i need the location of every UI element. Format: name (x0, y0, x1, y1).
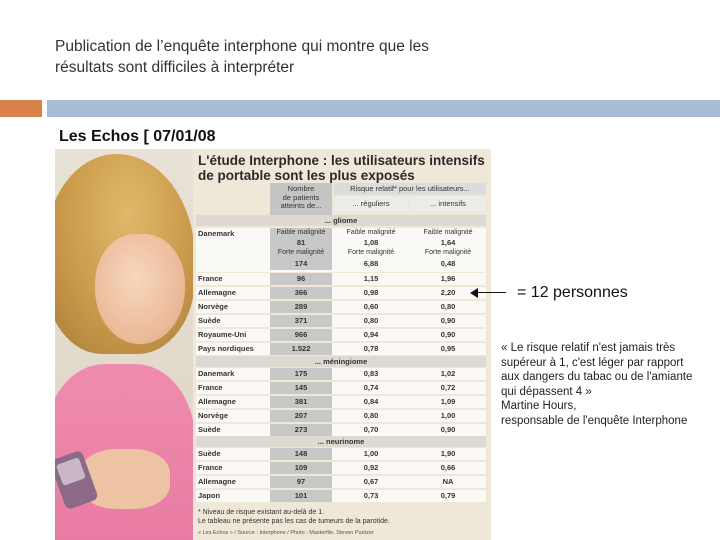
accent-band-left (0, 100, 42, 117)
slide-title-line-2: résultats sont difficiles à interpréter (55, 59, 295, 76)
neurinome-regular-risk: 0,67 (363, 477, 379, 486)
article-heading-line-2: de portable sont les plus exposés (198, 168, 415, 183)
meningiome-intensive-risk: 0,90 (440, 425, 456, 434)
meningiome-patients: 273 (270, 424, 332, 436)
denmark-high-patients: 174 (270, 258, 332, 270)
newspaper-clipping (55, 149, 491, 540)
denmark-high-label-regular: Forte malignité (347, 249, 395, 256)
neurinome-regular-risk: 0,92 (363, 463, 379, 472)
denmark-high-regular: 6,88 (363, 259, 379, 268)
gliome-regular-risk: 0,98 (363, 288, 379, 297)
meningiome-country: Suède (198, 425, 221, 434)
gliome-country: Suède (198, 316, 221, 325)
neurinome-intensive-risk: 1,90 (440, 449, 456, 458)
meningiome-country: France (198, 383, 223, 392)
meningiome-country: Danemark (198, 369, 235, 378)
meningiome-intensive-risk: 1,00 (440, 411, 456, 420)
neurinome-patients: 101 (270, 490, 332, 502)
gliome-country: Pays nordiques (198, 344, 254, 353)
gliome-regular-risk: 0,94 (363, 330, 379, 339)
gliome-intensive-risk: 0,90 (440, 330, 456, 339)
header-patients: Nombre de patients atteints de... (270, 183, 332, 217)
neurinome-regular-risk: 0,73 (363, 491, 379, 500)
meningiome-regular-risk: 0,70 (363, 425, 379, 434)
meningiome-patients: 381 (270, 396, 332, 408)
denmark-low-label-regular: Faible malignité (346, 229, 396, 236)
neurinome-intensive-risk: NA (442, 477, 454, 486)
meningiome-patients: 207 (270, 410, 332, 422)
neurinome-country: Japon (198, 491, 221, 500)
meningiome-intensive-risk: 1,09 (440, 397, 456, 406)
neurinome-country: France (198, 463, 223, 472)
gliome-patients: 289 (270, 301, 332, 313)
gliome-intensive-risk: 0,80 (440, 302, 456, 311)
denmark-low-patients: 81 (270, 238, 332, 248)
meningiome-regular-risk: 0,74 (363, 383, 379, 392)
neurinome-intensive-risk: 0,66 (440, 463, 456, 472)
meningiome-regular-risk: 0,84 (363, 397, 379, 406)
gliome-patients: 1.522 (270, 343, 332, 355)
denmark-low-intensive: 1,64 (440, 238, 456, 247)
gliome-patients: 366 (270, 287, 332, 299)
arrow-left-icon (470, 288, 478, 298)
section-meningiome: ... méningiome (196, 356, 486, 367)
denmark-low-label-patients: Faible malignité (270, 228, 332, 238)
meningiome-country: Norvège (198, 411, 229, 420)
neurinome-patients: 148 (270, 448, 332, 460)
neurinome-intensive-risk: 0,79 (440, 491, 456, 500)
meningiome-regular-risk: 0,80 (363, 411, 379, 420)
denmark-high-label-patients: Forte malignité (270, 248, 332, 258)
neurinome-country: Suède (198, 449, 221, 458)
gliome-country: Royaume-Uni (198, 330, 247, 339)
gliome-regular-risk: 0,78 (363, 344, 379, 353)
photo-face (95, 234, 185, 344)
meningiome-patients: 175 (270, 368, 332, 380)
accent-band-right (47, 100, 720, 117)
gliome-regular-risk: 1,15 (363, 274, 379, 283)
meningiome-patients: 145 (270, 382, 332, 394)
header-regular-users: ... réguliers (334, 197, 408, 211)
meningiome-intensive-risk: 0,72 (440, 383, 456, 392)
header-relative-risk: Risque relatif* pour les utilisateurs... (334, 183, 486, 195)
denmark-high-intensive: 0,48 (440, 259, 456, 268)
photo-credit: « Les Echos » / Source : Interphone / Photo : Masterfile, Steven Puetzer (198, 530, 374, 536)
section-gliome: ... gliome (196, 215, 486, 226)
country-denmark: Danemark (198, 229, 235, 238)
section-neurinome: ... neurinome (196, 436, 486, 447)
expert-quote: « Le risque relatif n'est jamais très supéreur à 1, c'est léger par rapport aux dangers du tabac ou de l'amiante qui dépassent 4 » Martine Hours, responsable de l'enquête Interphone (501, 342, 693, 427)
gliome-regular-risk: 0,60 (363, 302, 379, 311)
source-caption: Les Echos [ 07/01/08 (59, 128, 216, 145)
article-heading (198, 153, 488, 183)
meningiome-regular-risk: 0,83 (363, 369, 379, 378)
neurinome-regular-risk: 1,00 (363, 449, 379, 458)
denmark-high-label-intensive: Forte malignité (424, 249, 472, 256)
gliome-country: France (198, 274, 223, 283)
meningiome-country: Allemagne (198, 397, 236, 406)
annotation-twelve-persons: = 12 personnes (517, 284, 628, 301)
meningiome-intensive-risk: 1,02 (440, 369, 456, 378)
slide-title (55, 36, 575, 78)
gliome-patients: 371 (270, 315, 332, 327)
neurinome-patients: 109 (270, 462, 332, 474)
neurinome-country: Allemagne (198, 477, 236, 486)
gliome-country: Allemagne (198, 288, 236, 297)
slide-title-line-1: Publication de l’enquête interphone qui montre que les (55, 38, 429, 55)
gliome-intensive-risk: 1,96 (440, 274, 456, 283)
gliome-intensive-risk: 2,20 (440, 288, 456, 297)
denmark-low-regular: 1,08 (363, 238, 379, 247)
gliome-patients: 96 (270, 273, 332, 285)
denmark-low-label-intensive: Faible malignité (423, 229, 473, 236)
article-heading-line-1: L'étude Interphone : les utilisateurs intensifs (198, 153, 485, 168)
neurinome-patients: 97 (270, 476, 332, 488)
gliome-intensive-risk: 0,90 (440, 316, 456, 325)
gliome-intensive-risk: 0,95 (440, 344, 456, 353)
gliome-patients: 966 (270, 329, 332, 341)
header-intensive-users: ... intensifs (410, 197, 486, 211)
table-footnote: * Niveau de risque existant au-delà de 1. Le tableau ne présente pas les cas de tumeurs de la parotide. (198, 509, 390, 525)
gliome-regular-risk: 0,80 (363, 316, 379, 325)
arrow-line (476, 292, 506, 293)
gliome-country: Norvège (198, 302, 229, 311)
girl-with-phone-photo (55, 149, 193, 540)
